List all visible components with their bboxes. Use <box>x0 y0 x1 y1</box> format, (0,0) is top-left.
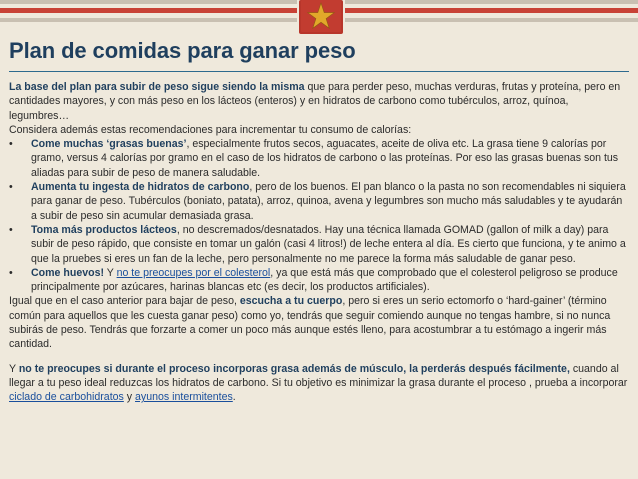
list-item-bold: Come huevos! <box>31 266 104 279</box>
paragraph-text: y <box>123 391 136 404</box>
intro-paragraph <box>9 80 631 123</box>
list-item-text: , pero de los buenos. El pan blanco o la pasta no son recomendables ni siquiera para ganar de peso. Tubérculos (boniato, patata), arroz, quinoa, avena y legumbres son mucho más saludables y te ayudarán a subir de peso sin acumular demasiada grasa. <box>31 181 626 222</box>
bullet-icon: • <box>9 138 13 151</box>
paragraph-text: Igual que en el caso anterior para bajar de peso, <box>9 295 240 308</box>
list-item-text: , ya que está más que comprobado que el colesterol peligroso se produce principalmente por azúcares, harinas blancas etc (es decir, los productos artificiales). <box>31 266 618 294</box>
paragraph-bold: no te preocupes si durante el proceso incorporas grasa además de músculo, la perderás después fácilmente, <box>18 362 570 375</box>
paragraph-text: Y <box>9 362 19 375</box>
list-item-text: , especialmente frutos secos, aguacates, aceite de oliva etc. La grasa tiene 9 calorías por gramo, versus 4 calorías por gramo en el caso de los hidratos de carbono o las proteínas. Por eso las grasas buenas son tus aliadas para subir de peso de manera saludable. <box>31 138 619 179</box>
list-item-bold: Come muchas ‘grasas buenas’ <box>31 138 187 151</box>
paragraph-text: , pero si eres un serio ectomorfo o ‘hard-gainer’ (término común para aquellos que les cuesta ganar peso) como yo, tendrás que seguir comiendo aunque no tengas hambre, si no nunca subirás de peso. Tendrás que forzarte a comer un poco más aunque estés lleno, para acostumbrar a tu estómago a ingerir más cantidad. <box>9 295 611 351</box>
consider-paragraph: Considera además estas recomendaciones para incrementar tu consumo de calorías: <box>9 123 412 136</box>
fat-paragraph <box>9 362 631 405</box>
list-item-bold: Toma más productos lácteos <box>31 223 177 236</box>
carb-cycling-link[interactable]: ciclado de carbohidratos <box>9 391 124 404</box>
intro-text: que para perder peso, muchas verduras, frutas y proteína, pero en cantidades mayores, y con más peso en los lácteos (enteros) y en hidratos de carbono como tubérculos, arroz, quínoa, legumbres… <box>9 81 621 122</box>
intermittent-fasting-link[interactable]: ayunos intermitentes <box>135 391 233 404</box>
title-divider <box>9 71 629 72</box>
bullet-icon: • <box>9 181 13 194</box>
list-item <box>9 137 631 180</box>
bullet-icon: • <box>9 223 13 236</box>
listen-body-paragraph <box>9 294 631 351</box>
content-body <box>9 80 631 405</box>
paragraph-text: . <box>232 391 236 404</box>
list-item <box>9 266 631 295</box>
paragraph-bold: escucha a tu cuerpo <box>239 295 343 308</box>
bullet-icon: • <box>9 266 13 279</box>
list-item-bold: Aumenta tu ingesta de hidratos de carbono <box>31 181 250 194</box>
list-item <box>9 223 631 266</box>
list-item <box>9 180 631 223</box>
paragraph-text: cuando al llegar a tu peso ideal reduzcas los hidratos de carbono. Si tu objetivo es minimizar la grasa durante el proceso , prueba a incorporar <box>9 362 628 389</box>
spacer <box>9 352 631 362</box>
list-item-text: , no descremados/desnatados. Hay una técnica llamada GOMAD (gallon of milk a day) para subir de peso rápido, que consiste en tomar un galón (casi 4 litros!) de leche entera al día. Es cierto que funciona, y te animo a que la pruebes si eres un fan de la leche, pero personalmente no me parece la forma más saludable de ganar peso. <box>31 223 626 265</box>
star-badge <box>297 0 345 36</box>
intro-bold: La base del plan para subir de peso sigue siendo la misma <box>9 81 305 93</box>
list-item-text: Y <box>104 266 117 279</box>
recommendation-list <box>9 137 631 294</box>
page-title: Plan de comidas para ganar peso <box>9 38 356 63</box>
cholesterol-link[interactable]: no te preocupes por el colesterol <box>116 266 271 279</box>
